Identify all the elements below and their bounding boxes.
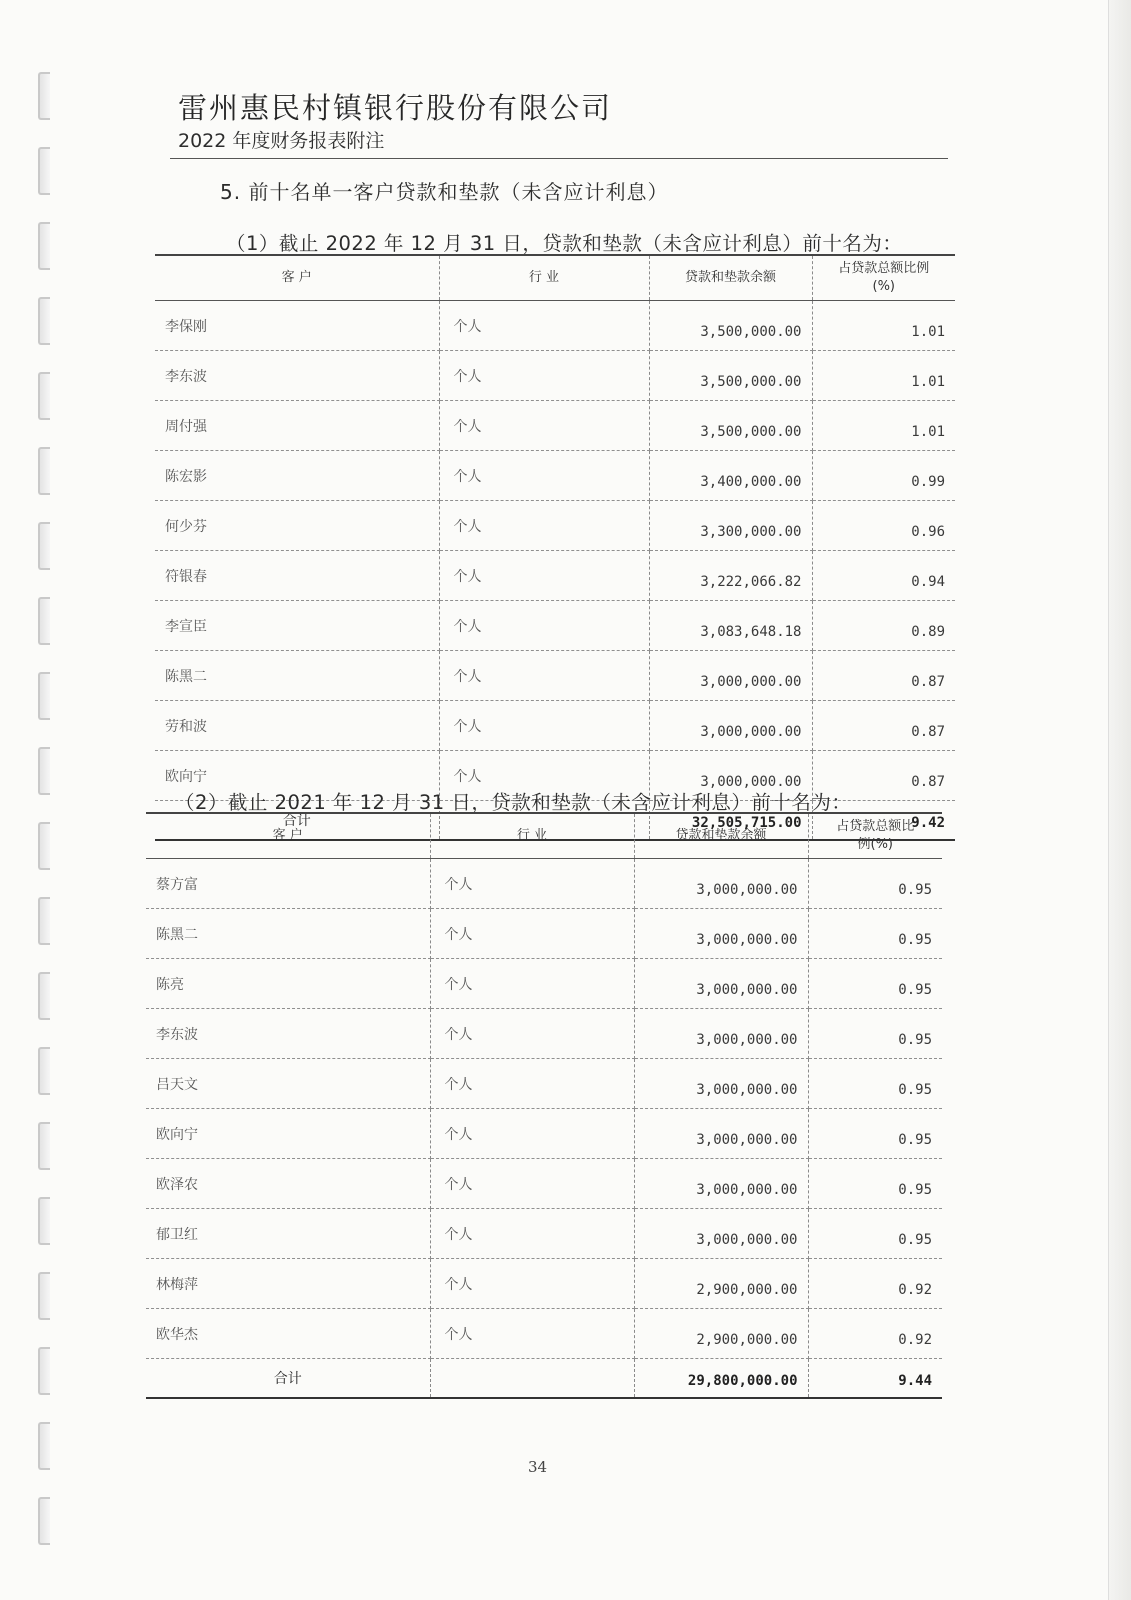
- total-label: 合计: [146, 1359, 430, 1399]
- customer-name: 陈宏影: [155, 451, 439, 501]
- loan-ratio: 0.95: [808, 1109, 942, 1159]
- binder-hole: [38, 447, 50, 495]
- table-row: [155, 651, 955, 701]
- loan-balance: 3,000,000.00: [634, 859, 808, 909]
- table-header-row: [146, 813, 942, 859]
- industry: 个人: [430, 1259, 634, 1309]
- table-row: [146, 959, 942, 1009]
- table-row: [146, 1209, 942, 1259]
- loan-balance: 2,900,000.00: [634, 1309, 808, 1359]
- customer-name: 陈亮: [146, 959, 430, 1009]
- loan-balance: 3,000,000.00: [634, 1059, 808, 1109]
- industry: 个人: [439, 501, 649, 551]
- table-row: [146, 1109, 942, 1159]
- loan-ratio: 0.95: [808, 1059, 942, 1109]
- binder-hole: [38, 372, 50, 420]
- customer-name: 李东波: [146, 1009, 430, 1059]
- table-row: [155, 451, 955, 501]
- total-industry-empty: [430, 1359, 634, 1399]
- header-customer: 客 户: [146, 813, 430, 859]
- loan-balance: 3,300,000.00: [649, 501, 812, 551]
- industry: 个人: [430, 1209, 634, 1259]
- binder-hole: [38, 972, 50, 1020]
- loan-ratio: 0.99: [812, 451, 955, 501]
- industry: 个人: [430, 1309, 634, 1359]
- header-balance: 贷款和垫款余额: [649, 255, 812, 301]
- table-header-row: [155, 255, 955, 301]
- loan-balance: 3,000,000.00: [649, 651, 812, 701]
- binder-hole: [38, 1347, 50, 1395]
- loan-ratio: 0.92: [808, 1309, 942, 1359]
- customer-name: 蔡方富: [146, 859, 430, 909]
- loan-balance: 3,000,000.00: [634, 1209, 808, 1259]
- header-ratio-line2: 例(%): [857, 837, 893, 852]
- loan-ratio: 0.92: [808, 1259, 942, 1309]
- loan-balance: 3,000,000.00: [634, 1159, 808, 1209]
- binder-hole: [38, 1197, 50, 1245]
- industry: 个人: [439, 401, 649, 451]
- table-row: [155, 501, 955, 551]
- customer-name: 李东波: [155, 351, 439, 401]
- table-row: [146, 1059, 942, 1109]
- industry: 个人: [439, 301, 649, 351]
- industry: 个人: [439, 651, 649, 701]
- customer-name: 周付强: [155, 401, 439, 451]
- header-balance: 贷款和垫款余额: [634, 813, 808, 859]
- table-2022-caption: （1）截止 2022 年 12 月 31 日，贷款和垫款（未含应计利息）前十名为：: [226, 232, 903, 255]
- industry: 个人: [430, 909, 634, 959]
- table-row: [155, 701, 955, 751]
- customer-name: 郁卫红: [146, 1209, 430, 1259]
- loan-ratio: 0.95: [808, 1159, 942, 1209]
- total-ratio: 9.42: [812, 801, 955, 841]
- binder-hole: [38, 522, 50, 570]
- loan-ratio: 0.87: [812, 751, 955, 801]
- industry: 个人: [439, 701, 649, 751]
- table-row: [146, 909, 942, 959]
- top-ten-loans-2021-table: [146, 812, 942, 1399]
- loan-ratio: 0.95: [808, 959, 942, 1009]
- loan-balance: 3,000,000.00: [634, 959, 808, 1009]
- industry: 个人: [430, 1159, 634, 1209]
- total-label: 合计: [155, 801, 439, 841]
- loan-ratio: 0.89: [812, 601, 955, 651]
- header-ratio: [808, 813, 942, 859]
- header-industry: 行 业: [439, 255, 649, 301]
- loan-ratio: 0.95: [808, 1209, 942, 1259]
- loan-balance: 3,400,000.00: [649, 451, 812, 501]
- loan-balance: 3,222,066.82: [649, 551, 812, 601]
- page-number: 34: [528, 1458, 548, 1476]
- binder-hole: [38, 1047, 50, 1095]
- loan-ratio: 1.01: [812, 351, 955, 401]
- loan-balance: 2,900,000.00: [634, 1259, 808, 1309]
- loan-ratio: 0.94: [812, 551, 955, 601]
- customer-name: 欧泽农: [146, 1159, 430, 1209]
- table-row: [146, 859, 942, 909]
- binder-hole: [38, 297, 50, 345]
- total-balance: 32,505,715.00: [649, 801, 812, 841]
- section-heading: 5. 前十名单一客户贷款和垫款（未含应计利息）: [220, 180, 669, 204]
- header-industry: 行 业: [430, 813, 634, 859]
- binder-hole: [38, 897, 50, 945]
- industry: 个人: [430, 959, 634, 1009]
- table-row: [146, 1159, 942, 1209]
- customer-name: 陈黑二: [155, 651, 439, 701]
- binder-hole: [38, 597, 50, 645]
- table-row: [155, 551, 955, 601]
- header-ratio: [812, 255, 955, 301]
- industry: 个人: [430, 859, 634, 909]
- industry: 个人: [430, 1109, 634, 1159]
- customer-name: 符银春: [155, 551, 439, 601]
- loan-balance: 3,500,000.00: [649, 351, 812, 401]
- table-row: [146, 1259, 942, 1309]
- binder-hole: [38, 1122, 50, 1170]
- binder-hole: [38, 672, 50, 720]
- loan-ratio: 0.95: [808, 1009, 942, 1059]
- industry: 个人: [439, 601, 649, 651]
- binder-hole: [38, 222, 50, 270]
- table-row: [155, 401, 955, 451]
- industry: 个人: [430, 1009, 634, 1059]
- header-ratio-line2: (%): [872, 279, 895, 294]
- industry: 个人: [439, 751, 649, 801]
- total-row: [146, 1359, 942, 1399]
- report-title: 2022 年度财务报表附注: [178, 130, 385, 152]
- table-row: [155, 351, 955, 401]
- customer-name: 李保刚: [155, 301, 439, 351]
- loan-ratio: 0.95: [808, 909, 942, 959]
- loan-ratio: 0.87: [812, 701, 955, 751]
- table-2021-caption: （2）截止 2021 年 12 月 31 日，贷款和垫款（未含应计利息）前十名为：: [175, 791, 852, 814]
- table-row: [155, 601, 955, 651]
- loan-balance: 3,000,000.00: [649, 701, 812, 751]
- loan-balance: 3,000,000.00: [634, 1009, 808, 1059]
- customer-name: 欧华杰: [146, 1309, 430, 1359]
- binder-hole: [38, 1272, 50, 1320]
- loan-balance: 3,000,000.00: [634, 1109, 808, 1159]
- customer-name: 欧向宁: [155, 751, 439, 801]
- loan-ratio: 1.01: [812, 301, 955, 351]
- total-balance: 29,800,000.00: [634, 1359, 808, 1399]
- industry: 个人: [439, 451, 649, 501]
- header-customer: 客 户: [155, 255, 439, 301]
- loan-ratio: 0.96: [812, 501, 955, 551]
- page-edge: [1108, 0, 1131, 1600]
- industry: 个人: [430, 1059, 634, 1109]
- company-name: 雷州惠民村镇银行股份有限公司: [178, 91, 613, 125]
- loan-ratio: 0.95: [808, 859, 942, 909]
- loan-balance: 3,500,000.00: [649, 401, 812, 451]
- loan-balance: 3,000,000.00: [634, 909, 808, 959]
- loan-balance: 3,000,000.00: [649, 751, 812, 801]
- loan-balance: 3,500,000.00: [649, 301, 812, 351]
- binder-hole: [38, 72, 50, 120]
- customer-name: 何少芬: [155, 501, 439, 551]
- customer-name: 吕天文: [146, 1059, 430, 1109]
- header-ratio-line1: 占贷款总额比例: [838, 261, 930, 277]
- table-row: [146, 1309, 942, 1359]
- binder-hole: [38, 822, 50, 870]
- total-ratio: 9.44: [808, 1359, 942, 1399]
- table-row: [155, 301, 955, 351]
- header-divider: [170, 158, 948, 159]
- loan-ratio: 0.87: [812, 651, 955, 701]
- industry: 个人: [439, 551, 649, 601]
- loan-ratio: 1.01: [812, 401, 955, 451]
- customer-name: 李宣臣: [155, 601, 439, 651]
- customer-name: 欧向宁: [146, 1109, 430, 1159]
- top-ten-loans-2022-table: [155, 254, 955, 841]
- customer-name: 林梅萍: [146, 1259, 430, 1309]
- customer-name: 劳和波: [155, 701, 439, 751]
- loan-balance: 3,083,648.18: [649, 601, 812, 651]
- binder-hole: [38, 1497, 50, 1545]
- binder-hole: [38, 747, 50, 795]
- customer-name: 陈黑二: [146, 909, 430, 959]
- binder-hole: [38, 1422, 50, 1470]
- industry: 个人: [439, 351, 649, 401]
- table-row: [146, 1009, 942, 1059]
- binder-hole: [38, 147, 50, 195]
- header-ratio-line1: 占贷款总额比: [836, 819, 915, 835]
